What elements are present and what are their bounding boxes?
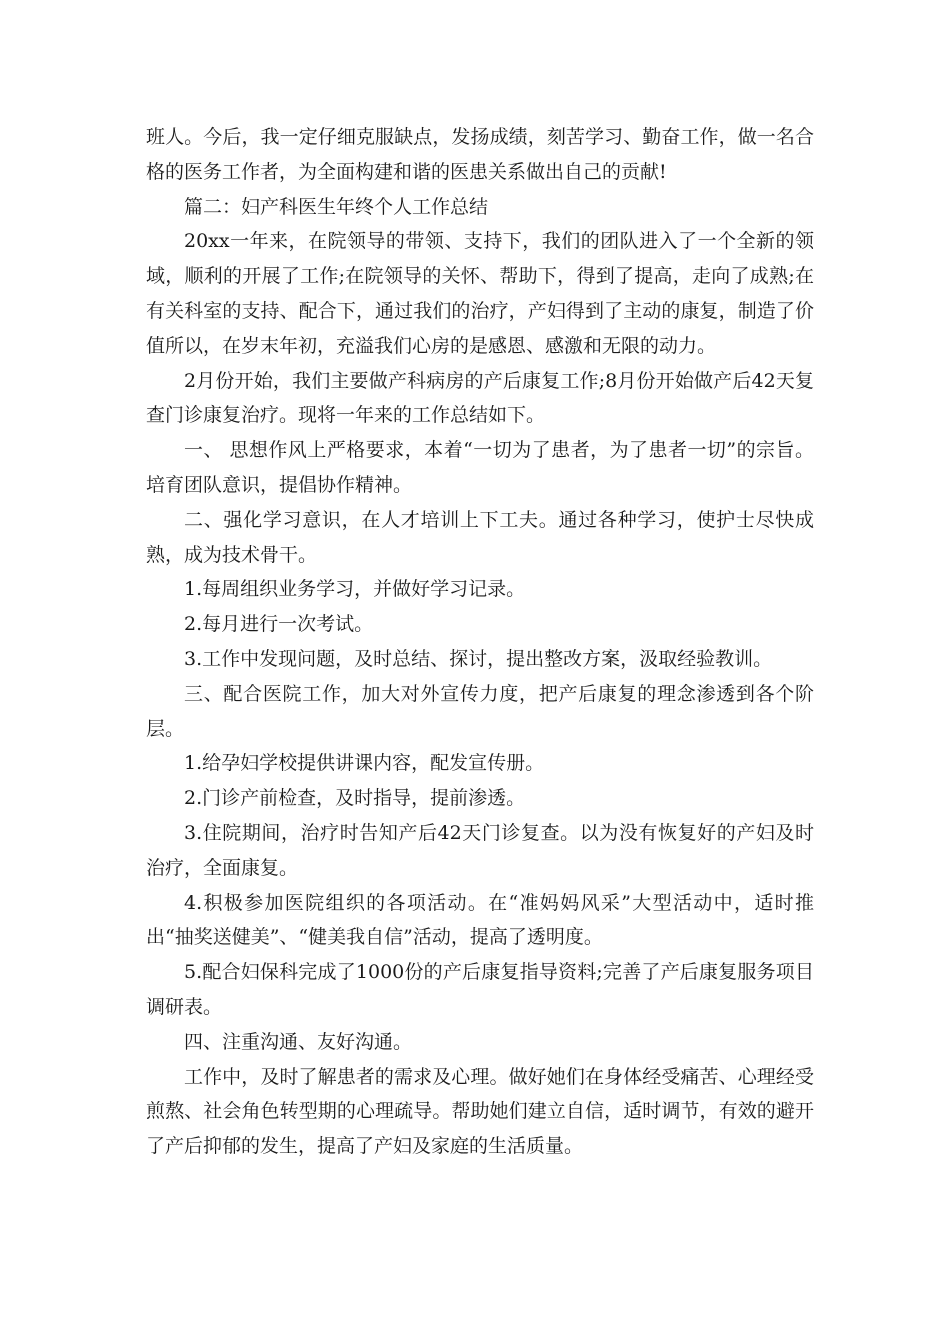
paragraph: 20xx一年来，在院领导的带领、支持下，我们的团队进入了一个全新的领域，顺利的开展了工作;在院领导的关怀、帮助下，得到了提高，走向了成熟;在有关科室的支持、配合下，通过我们的治疗，产妇得到了主动的康复，制造了价值所以，在岁末年初，充溢我们心房的是感恩、感激和无限的动力。 [146, 230, 814, 357]
list-item: 2.每月进行一次考试。 [184, 613, 374, 636]
paragraph: 一、 思想作风上严格要求，本着“一切为了患者，为了患者一切”的宗旨。培育团队意识，提倡协作精神。 [146, 439, 814, 496]
paragraph: 二、强化学习意识，在人才培训上下工夫。通过各种学习，使护士尽快成熟，成为技术骨干。 [146, 508, 814, 566]
list-item: 3.工作中发现问题，及时总结、探讨，提出整改方案，汲取经验教训。 [184, 647, 773, 670]
list-item: 1.每周组织业务学习，并做好学习记录。 [184, 578, 526, 601]
list-item: 4.积极参加医院组织的各项活动。在“准妈妈风采”大型活动中，适时推出“抽奖送健美”、“健美我自信”活动，提高了透明度。 [146, 891, 814, 949]
list-item: 3.住院期间，治疗时告知产后42天门诊复查。以为没有恢复好的产妇及时治疗，全面康复。 [146, 821, 814, 879]
list-item: 2.门诊产前检查，及时指导，提前渗透。 [184, 787, 526, 810]
paragraph: 三、配合医院工作，加大对外宣传力度，把产后康复的理念渗透到各个阶层。 [146, 682, 814, 740]
list-item: 5.配合妇保科完成了1000份的产后康复指导资料;完善了产后康复服务项目调研表。 [146, 961, 814, 1018]
paragraph: 四、注重沟通、友好沟通。 [184, 1030, 413, 1053]
paragraph-continuation: 班人。今后，我一定仔细克服缺点，发扬成绩，刻苦学习、勤奋工作，做一名合格的医务工作者，为全面构建和谐的医患关系做出自己的贡献! [146, 126, 814, 183]
paragraph: 工作中，及时了解患者的需求及心理。做好她们在身体经受痛苦、心理经受煎熬、社会角色转型期的心理疏导。帮助她们建立自信，适时调节，有效的避开了产后抑郁的发生，提高了产妇及家庭的生活质量。 [146, 1065, 814, 1158]
section-heading: 篇二：妇产科医生年终个人工作总结 [184, 195, 489, 218]
document-body [146, 120, 814, 1164]
list-item: 1.给孕妇学校提供讲课内容，配发宣传册。 [184, 752, 545, 775]
paragraph: 2月份开始，我们主要做产科病房的产后康复工作;8月份开始做产后42天复查门诊康复治疗。现将一年来的工作总结如下。 [146, 369, 814, 427]
